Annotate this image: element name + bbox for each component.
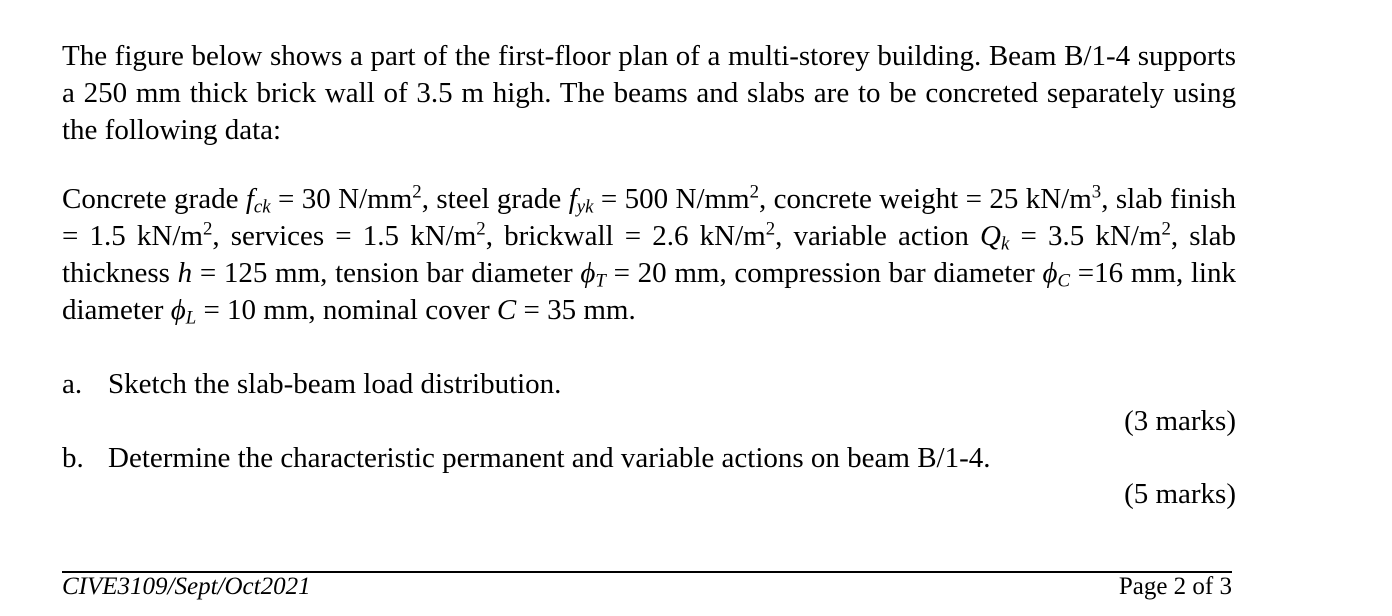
course-code: CIVE3109/Sept/Oct2021 bbox=[62, 573, 311, 600]
phi-t-symbol: ϕ bbox=[580, 257, 596, 289]
question-a-letter: a. bbox=[62, 368, 83, 400]
design-data-paragraph: Concrete grade $f_{ck} = 30$ $N/mm^2$, steel grade $f_{yk} = 500$ $N/mm^2$, concrete weight = 25 $kN/m^3$, slab finish = 1.5 $kN/m^2$, services = 1.5 $kN/m^2$, brickwall = 2.6 $kN/m^2$, variable action $Q_k = 3.5$ $kN/m^2$, slab thickness h = 125 mm, tension bar diameter $\phi_T = 20$ mm, compression bar diameter $\phi_C =16$ mm, link diameter $\phi_L = 10$ mm, nominal cover C = 35 mm. bbox=[62, 181, 1236, 329]
question-b-text: Determine the characteristic permanent and variable actions on beam B/1-4. bbox=[108, 442, 991, 474]
h-symbol: h bbox=[177, 257, 193, 289]
question-a-marks: (3 marks) bbox=[1124, 405, 1236, 437]
page-number: Page 2 of 3 bbox=[1118, 573, 1232, 600]
c-symbol: C bbox=[496, 294, 517, 326]
qk-symbol: Q bbox=[980, 220, 1001, 252]
fck-symbol: f bbox=[245, 183, 254, 215]
question-b-marks: (5 marks) bbox=[1124, 478, 1236, 510]
intro-paragraph: The figure below shows a part of the first-floor plan of a multi-storey building. Beam B/1-4 supports a 250 mm thick brick wall of 3.5 m high. The beams and slabs are to be concreted separately using the following data: bbox=[62, 40, 1236, 146]
question-a-text: Sketch the slab-beam load distribution. bbox=[108, 368, 562, 400]
phi-c-symbol: ϕ bbox=[1042, 257, 1058, 289]
phi-l-symbol: ϕ bbox=[170, 294, 186, 326]
question-b-letter: b. bbox=[62, 442, 84, 474]
fyk-symbol: f bbox=[568, 183, 577, 215]
